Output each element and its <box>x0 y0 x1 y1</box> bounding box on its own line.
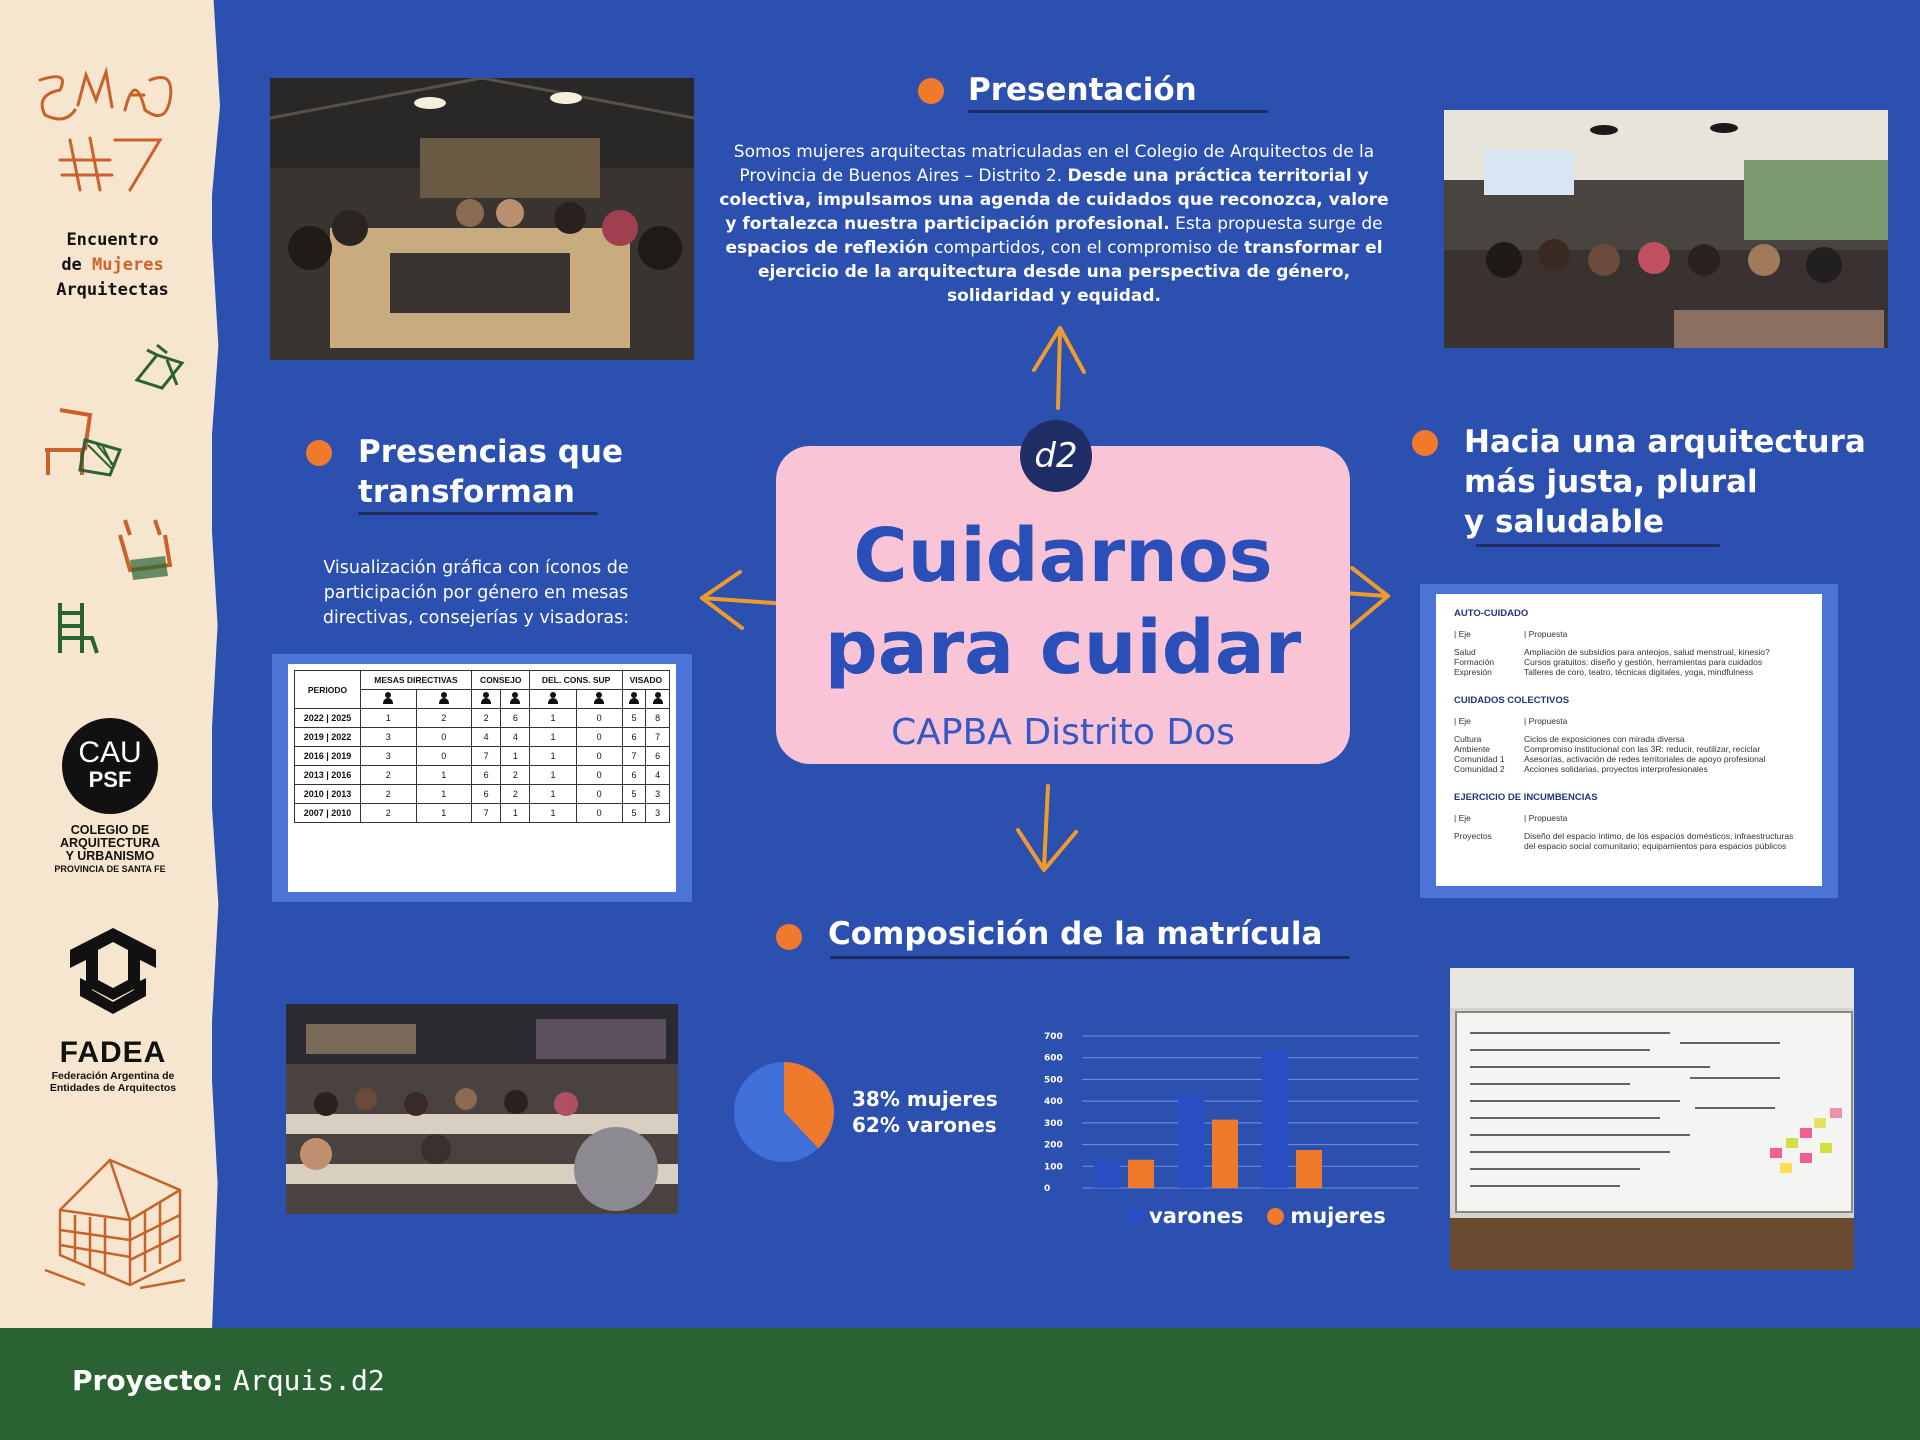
person-icon <box>438 692 450 704</box>
table-row <box>295 747 670 766</box>
pie-label-mujeres: 38% mujeres <box>852 1087 998 1111</box>
table-cell: 1 <box>530 804 576 823</box>
presencias-bullet <box>306 440 332 466</box>
bar-mujeres-2 <box>1212 1120 1238 1188</box>
care-row <box>1454 744 1804 754</box>
care-propuesta: Cursos gratuitos: diseño y gestión, herramientas para cuidados <box>1524 657 1763 667</box>
table-cell: 2016 | 2019 <box>295 747 361 766</box>
legend-item-mujeres <box>1267 1204 1385 1228</box>
table-cell: 6 <box>646 747 670 766</box>
care-eje: Cultura <box>1454 734 1482 744</box>
matricula-underline <box>830 956 1350 959</box>
footer-label-text: Proyecto: <box>72 1364 224 1397</box>
table-cell: 3 <box>646 785 670 804</box>
woman-icon <box>576 690 622 709</box>
table-cell: 2 <box>360 804 416 823</box>
table-header-periodo: PERIODO <box>295 671 361 709</box>
y-tick-label: 500 <box>1044 1075 1063 1086</box>
person-icon <box>480 692 492 704</box>
y-tick-label: 0 <box>1044 1184 1051 1194</box>
fadea-subtitle-line1: Federación Argentina de <box>51 1070 175 1082</box>
care-eje: Expresión <box>1454 667 1492 677</box>
pie-chart <box>732 1060 836 1164</box>
presentacion-text-part3: compartidos, con el compromiso de <box>928 238 1245 258</box>
presentacion-underline <box>968 110 1268 113</box>
table-header-mesas: MESAS DIRECTIVAS <box>360 671 471 690</box>
table-cell: 0 <box>576 785 622 804</box>
table-cell: 1 <box>416 785 472 804</box>
fadea-logo-icon <box>70 928 156 1018</box>
central-subtitle: CAPBA Distrito Dos <box>891 712 1235 753</box>
care-eje: Comunidad 2 <box>1454 764 1505 774</box>
presentacion-text-bold1: Desde una práctica territorial y colectiva, impulsamos una agenda de cuidados que reconozca, valore y fortalezca nuestra participación profesional. <box>719 166 1389 234</box>
cau-name-line4: PROVINCIA DE SANTA FE <box>54 864 166 874</box>
event-line2-highlight: Mujeres <box>92 255 164 275</box>
photo-meeting-table <box>270 78 694 360</box>
bar-mujeres-3 <box>1296 1150 1322 1188</box>
hacia-title-line1: Hacia una arquitectura <box>1464 424 1866 460</box>
care-column-headers <box>1454 629 1804 639</box>
cau-name <box>40 824 180 876</box>
legend-label-mujeres: mujeres <box>1290 1204 1386 1228</box>
footer-project-name: Arquis.d2 <box>232 1364 385 1397</box>
table-cell: 0 <box>416 728 472 747</box>
table-row <box>295 728 670 747</box>
presentacion-title: Presentación <box>968 72 1197 108</box>
table-cell: 7 <box>472 804 501 823</box>
man-icon <box>472 690 501 709</box>
d2-badge-logo: d2 <box>1020 420 1092 492</box>
house-sketch-illustration <box>40 1150 190 1290</box>
gender-table-wrapper <box>288 664 676 892</box>
event-line1: Encuentro <box>66 230 159 250</box>
table-cell: 6 <box>472 766 501 785</box>
gender-table <box>294 670 670 823</box>
bar-varones-1 <box>1094 1162 1120 1188</box>
central-title <box>776 510 1350 694</box>
hacia-title-line2: más justa, plural <box>1464 464 1758 500</box>
photo-whiteboard <box>1450 968 1854 1270</box>
fadea-subtitle-line2: Entidades de Arquitectos <box>49 1082 177 1094</box>
care-row <box>1454 764 1804 774</box>
cau-logo-line1: CAU <box>78 736 142 769</box>
table-cell: 1 <box>530 709 576 728</box>
table-cell: 6 <box>501 709 530 728</box>
event-line2-prefix: de <box>61 255 93 275</box>
table-cell: 5 <box>622 804 646 823</box>
man-icon <box>622 690 646 709</box>
cau-name-line2: ARQUITECTURA <box>60 836 160 850</box>
cau-name-line1: COLEGIO DE <box>70 823 150 837</box>
table-cell: 0 <box>576 747 622 766</box>
care-col-eje: | Eje <box>1454 813 1471 823</box>
pie-percentages <box>852 1086 998 1138</box>
cau-name-line3: Y URBANISMO <box>65 849 155 863</box>
y-tick-label: 300 <box>1044 1118 1063 1129</box>
hacia-underline <box>1476 544 1720 547</box>
presentacion-text-bold2: espacios de reflexión <box>725 238 929 258</box>
care-propuesta: Talleres de coro, teatro, técnicas digitales, yoga, mindfulness <box>1524 667 1754 677</box>
legend-swatch-varones <box>1126 1208 1143 1225</box>
person-icon <box>593 692 605 704</box>
table-cell: 0 <box>576 804 622 823</box>
table-cell: 3 <box>646 804 670 823</box>
table-cell: 4 <box>472 728 501 747</box>
presencias-title <box>358 432 623 512</box>
table-cell: 0 <box>576 728 622 747</box>
care-col-propuesta: | Propuesta <box>1524 813 1568 823</box>
table-cell: 6 <box>622 728 646 747</box>
care-proposals-table <box>1436 594 1822 886</box>
table-cell: 2 <box>472 709 501 728</box>
care-eje: Comunidad 1 <box>1454 754 1505 764</box>
photo-auditorium <box>1444 110 1888 348</box>
table-cell: 6 <box>472 785 501 804</box>
person-icon <box>628 692 640 704</box>
table-cell: 1 <box>530 766 576 785</box>
hacia-bullet <box>1412 430 1438 456</box>
table-cell: 7 <box>646 728 670 747</box>
table-cell: 5 <box>622 785 646 804</box>
legend-item-varones <box>1126 1204 1243 1228</box>
care-eje: Salud <box>1454 647 1476 657</box>
presencias-title-line1: Presencias que <box>358 434 624 470</box>
woman-icon <box>501 690 530 709</box>
table-cell: 7 <box>622 747 646 766</box>
care-row <box>1454 667 1804 677</box>
person-icon <box>509 692 521 704</box>
person-icon <box>652 692 664 704</box>
bar-varones-3 <box>1262 1051 1288 1188</box>
presentacion-text <box>718 140 1390 308</box>
legend-label-varones: varones <box>1149 1204 1244 1228</box>
y-tick-label: 400 <box>1044 1097 1063 1108</box>
care-col-propuesta: | Propuesta <box>1524 716 1568 726</box>
hacia-title-line3: y saludable <box>1464 504 1665 540</box>
presencias-underline <box>358 512 598 515</box>
care-column-headers <box>1454 716 1804 726</box>
table-cell: 3 <box>360 728 416 747</box>
bar-chart-legend <box>1126 1204 1410 1228</box>
care-propuesta: Diseño del espacio íntimo, de los espacios domésticos; infraestructuras del espacio social comunitario; equipamientos para espacios públicos <box>1524 831 1794 851</box>
matricula-bullet <box>776 924 802 950</box>
table-cell: 0 <box>576 766 622 785</box>
care-eje: Proyectos <box>1454 831 1492 841</box>
presencias-description: Visualización gráfica con íconos de participación por género en mesas directivas, consejerías y visadoras: <box>322 558 630 628</box>
photo-audience <box>286 1004 678 1214</box>
care-propuesta: Ampliación de subsidios para anteojos, salud menstrual, kinesio? <box>1524 647 1770 657</box>
y-tick-label: 700 <box>1044 1032 1063 1042</box>
table-cell: 1 <box>530 728 576 747</box>
presentacion-bullet <box>918 78 944 104</box>
table-cell: 1 <box>501 804 530 823</box>
table-header-visado: VISADO <box>622 671 669 690</box>
fadea-name: FADEA <box>59 1036 167 1069</box>
table-cell: 2013 | 2016 <box>295 766 361 785</box>
care-propuesta: Acciones solidarias, proyectos interprofesionales <box>1524 764 1708 774</box>
care-eje: Ambiente <box>1454 744 1490 754</box>
person-icon <box>382 692 394 704</box>
table-cell: 0 <box>416 747 472 766</box>
care-section-title: CUIDADOS COLECTIVOS <box>1454 695 1570 706</box>
table-cell: 6 <box>622 766 646 785</box>
care-eje: Formación <box>1454 657 1495 667</box>
table-cell: 2 <box>360 766 416 785</box>
table-cell: 1 <box>530 785 576 804</box>
chair-illustration-1 <box>132 340 192 390</box>
table-cell: 4 <box>501 728 530 747</box>
central-title-line1: Cuidarnos <box>853 513 1273 599</box>
table-cell: 8 <box>646 709 670 728</box>
table-cell: 1 <box>360 709 416 728</box>
chair-illustration-3 <box>110 515 180 585</box>
care-propuesta: Asesorías, activación de redes territoriales de apoyo profesional <box>1524 754 1766 764</box>
care-col-eje: | Eje <box>1454 629 1471 639</box>
bar-chart <box>1040 1026 1420 1196</box>
central-title-line2: para cuidar <box>824 605 1302 691</box>
cau-logo <box>62 718 158 814</box>
table-cell: 2019 | 2022 <box>295 728 361 747</box>
table-cell: 2 <box>501 785 530 804</box>
presentacion-text-part2: Esta propuesta surge de <box>1169 214 1383 234</box>
presentacion-text-part1: Somos mujeres arquitectas matriculadas en el Colegio de Arquitectos de la Provincia de Buenos Aires – Distrito 2. <box>733 142 1375 186</box>
person-icon <box>547 692 559 704</box>
care-row <box>1454 734 1804 744</box>
man-icon <box>360 690 416 709</box>
y-tick-label: 200 <box>1044 1140 1063 1151</box>
man-icon <box>530 690 576 709</box>
care-col-eje: | Eje <box>1454 716 1471 726</box>
presencias-title-line2: transforman <box>358 474 575 510</box>
chair-illustration-2 <box>40 400 130 480</box>
table-row <box>295 709 670 728</box>
event-line3: Arquitectas <box>56 280 169 300</box>
table-cell: 1 <box>416 766 472 785</box>
woman-icon <box>646 690 670 709</box>
fadea-subtitle <box>40 1070 186 1094</box>
table-cell: 1 <box>416 804 472 823</box>
event-line2 <box>30 253 195 278</box>
table-header-consejo: CONSEJO <box>472 671 530 690</box>
table-cell: 4 <box>646 766 670 785</box>
y-tick-label: 600 <box>1044 1053 1063 1064</box>
table-row <box>295 766 670 785</box>
care-row <box>1454 831 1804 851</box>
cau-logo-line2: PSF <box>88 767 132 792</box>
table-cell: 1 <box>501 747 530 766</box>
care-propuesta: Ciclos de exposiciones con mirada diversa <box>1524 734 1685 744</box>
care-section-title: EJERCICIO DE INCUMBENCIAS <box>1454 792 1598 803</box>
table-row <box>295 804 670 823</box>
table-row <box>295 785 670 804</box>
care-section-title: AUTO-CUIDADO <box>1454 608 1529 619</box>
table-cell: 5 <box>622 709 646 728</box>
chair-illustration-4 <box>52 598 104 658</box>
table-cell: 2010 | 2013 <box>295 785 361 804</box>
table-cell: 2 <box>501 766 530 785</box>
table-cell: 0 <box>576 709 622 728</box>
y-tick-label: 100 <box>1044 1162 1063 1173</box>
hacia-title <box>1464 422 1866 542</box>
table-header-delegados: DEL. CONS. SUP <box>530 671 622 690</box>
ema-logo <box>30 60 190 210</box>
care-col-propuesta: | Propuesta <box>1524 629 1568 639</box>
care-row <box>1454 754 1804 764</box>
bar-mujeres-1 <box>1128 1160 1154 1188</box>
care-row <box>1454 657 1804 667</box>
footer-project-label <box>72 1364 385 1397</box>
table-cell: 1 <box>530 747 576 766</box>
table-cell: 3 <box>360 747 416 766</box>
table-cell: 2022 | 2025 <box>295 709 361 728</box>
presentacion-text-bold3: transformar el ejercicio de la arquitectura desde una perspectiva de género, solidaridad y equidad. <box>757 238 1383 306</box>
pie-label-varones: 62% varones <box>852 1113 997 1137</box>
woman-icon <box>416 690 472 709</box>
legend-swatch-mujeres <box>1267 1208 1284 1225</box>
table-cell: 2007 | 2010 <box>295 804 361 823</box>
care-row <box>1454 647 1804 657</box>
bar-varones-2 <box>1178 1095 1204 1188</box>
table-cell: 7 <box>472 747 501 766</box>
event-name <box>30 228 195 303</box>
table-cell: 2 <box>360 785 416 804</box>
matricula-title: Composición de la matrícula <box>828 916 1323 952</box>
care-column-headers <box>1454 813 1804 823</box>
care-propuesta: Compromiso institucional con las 3R: reducir, reutilizar, reciclar <box>1524 744 1761 754</box>
table-cell: 2 <box>416 709 472 728</box>
